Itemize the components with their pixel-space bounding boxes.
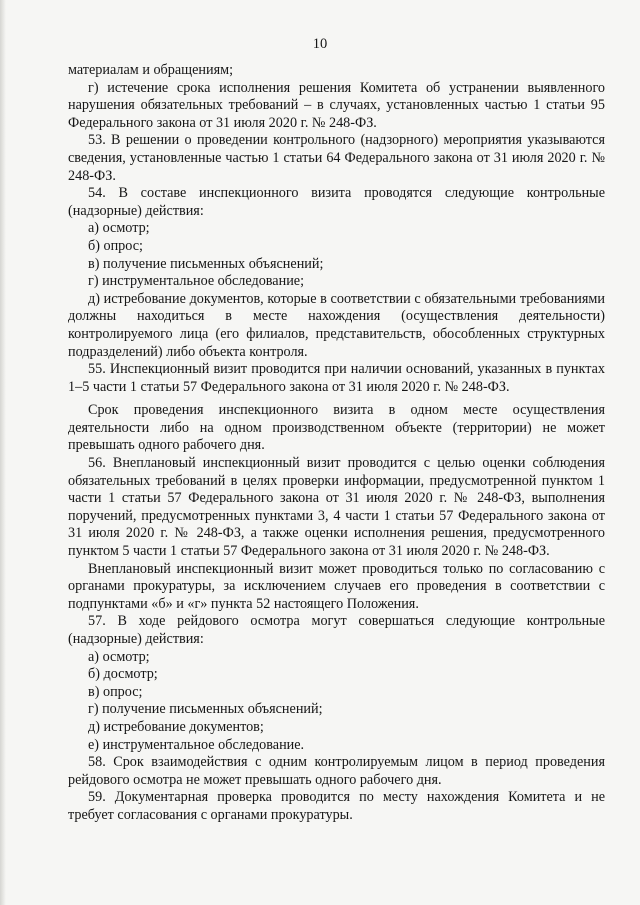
paragraph: 54. В составе инспекционного визита проводятся следующие контрольные (надзорные) действия: — [68, 185, 605, 219]
list-item: г) получение письменных объяснений; — [88, 701, 323, 718]
document-body — [68, 62, 605, 825]
list-item: д) истребование документов; — [88, 718, 264, 735]
list-item: г) инструментальное обследование; — [88, 273, 305, 290]
list-item: а) осмотр; — [88, 648, 150, 665]
paragraph: 55. Инспекционный визит проводится при наличии оснований, указанных в пунктах 1–5 части 1 статьи 57 Федерального закона от 31 июля 2020 г. № 248-ФЗ. — [68, 361, 605, 395]
scan-edge-shadow — [0, 0, 6, 905]
paragraph: 53. В решении о проведении контрольного (надзорного) мероприятия указываются сведения, установленные частью 1 статьи 64 Федерального закона от 31 июля 2020 г. № 248-ФЗ. — [68, 132, 605, 184]
list-item: в) получение письменных объяснений; — [88, 255, 324, 272]
list-item: б) досмотр; — [88, 666, 158, 683]
paragraph: 58. Срок взаимодействия с одним контролируемым лицом в период проведения рейдового осмотра не может превышать одного рабочего дня. — [68, 754, 605, 788]
list-item: е) инструментальное обследование. — [88, 736, 305, 753]
list-item: б) опрос; — [88, 237, 143, 254]
paragraph: д) истребование документов, которые в соответствии с обязательными требованиями должны находиться в месте нахождения (осуществления деятельности) контролируемого лица (его филиалов, представительств, обособленных структурных подразделений) либо объекта контроля. — [68, 290, 605, 360]
page-number: 10 — [312, 36, 328, 52]
paragraph: 56. Внеплановый инспекционный визит проводится с целью оценки соблюдения обязательных требований в целях проверки информации, предусмотренной пунктом 1 части 1 статьи 57 Федерального закона от 31 июля 2020 г. № 248-ФЗ, выполнения поручений, предусмотренных пунктами 3, 4 части 1 статьи 57 Федерального закона от 31 июля 2020 г. № 248-ФЗ, а также оценки исполнения решения, предусмотренного пунктом 5 части 1 статьи 57 Федерального закона от 31 июля 2020 г. № 248-ФЗ. — [68, 455, 605, 560]
paragraph: 59. Документарная проверка проводится по месту нахождения Комитета и не требует согласования с органами прокуратуры. — [68, 789, 605, 823]
paragraph: Срок проведения инспекционного визита в одном месте осуществления деятельности либо на одном производственном объекте (территории) не может превышать одного рабочего дня. — [68, 402, 605, 454]
list-item: а) осмотр; — [88, 220, 150, 237]
paragraph: 57. В ходе рейдового осмотра могут совершаться следующие контрольные (надзорные) действия: — [68, 613, 605, 647]
paragraph: материалам и обращениям; — [68, 62, 234, 78]
paragraph: г) истечение срока исполнения решения Комитета об устранении выявленного нарушения обязательных требований – в случаях, установленных частью 1 статьи 95 Федерального закона от 31 июля 2020 г. № 248-ФЗ. — [68, 79, 605, 131]
paragraph: Внеплановый инспекционный визит может проводиться только по согласованию с органами прокуратуры, за исключением случаев его проведения в соответствии с подпунктами «б» и «г» пункта 52 настоящего Положения. — [68, 560, 605, 612]
list-item: в) опрос; — [88, 683, 143, 700]
